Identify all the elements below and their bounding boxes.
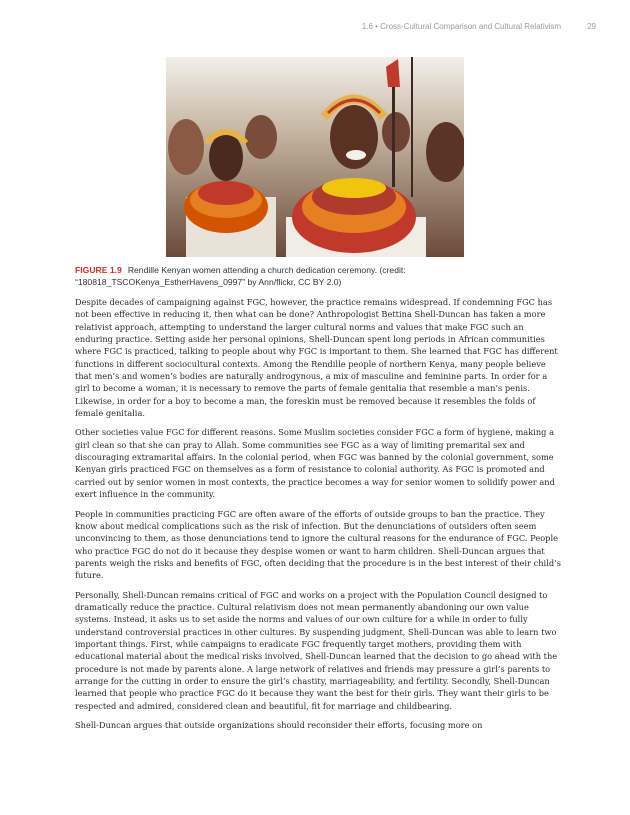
figure-label: FIGURE 1.9 bbox=[75, 265, 122, 275]
paragraph: Despite decades of campaigning against FGC, however, the practice remains widespread. If condemning FGC has not been effective in reducing it, then what can be done? Anthropologist Bettina Shell-Duncan has taken a more relativist approach, attempting to understand the larger cultural norms and values that make FGC such an enduring practice. Setting aside her personal opinions, Shell-Duncan spent long periods in African communities where FGC is practiced, talking to people about why FGC is important to them. She learned that FGC has different functions in different sociocultural contexts. Among the Rendille people of northern Kenya, many people believe that men’s and women’s bodies are naturally androgynous, a mix of masculine and feminine parts. In order for a girl to become a woman, it is necessary to remove the parts of female genitalia that resemble a man’s penis. Likewise, in order for a boy to become a man, the foreskin must be removed because it resembles the folds of female genitalia. bbox=[75, 297, 558, 419]
rendille-women-photo bbox=[166, 57, 464, 257]
figure-photo bbox=[166, 57, 464, 257]
page-number: 29 bbox=[587, 22, 596, 31]
paragraph: Shell-Duncan argues that outside organizations should reconsider their efforts, focusing more on bbox=[75, 720, 483, 730]
paragraph: People in communities practicing FGC are often aware of the efforts of outside groups to ban the practice. They know about medical complications such as the risk of infection. But the denunciations of outsiders often seem unconvincing to them, as those denunciations tend to ignore the cultural reasons for the endurance of FGC. People who practice FGC do not do it because they despise women or want to harm children. Shell-Duncan argues that parents weigh the risks and benefits of FGC, often deciding that the procedure is in the best interest of their child’s future. bbox=[75, 508, 561, 581]
running-head bbox=[362, 22, 596, 31]
paragraph: Other societies value FGC for different reasons. Some Muslim societies consider FGC a form of hygiene, making a girl clean so that she can pray to Allah. Some communities see FGC as a way of limiting premarital sex and discouraging extramarital affairs. In the colonial period, when FGC was banned by the colonial government, some Kenyan girls practiced FGC on themselves as a form of resistance to colonial authority. As FGC is promoted and carried out by senior women in most contexts, the practice becomes a way for senior women to solidify power and exert influence in the community. bbox=[75, 427, 555, 500]
paragraph: Personally, Shell-Duncan remains critical of FGC and works on a project with the Population Council designed to dramatically reduce the practice. Cultural relativism does not mean permanently abandoning our own value systems. Instead, it asks us to set aside the norms and values of our own culture for a while in order to fully understand controversial practices in other cultures. By suspending judgment, Shell-Duncan was able to learn two important things. First, while campaigns to eradicate FGC frequently target mothers, providing them with educational material about the medical risks involved, Shell-Duncan learned that the decision to go ahead with the procedure is not made by parents alone. A large network of relatives and friends may pressure a girl’s parents to arrange for the cutting in order to ensure the girl’s chastity, marriageability, and fertility. Secondly, Shell-Duncan learned that people who practice FGC do it because they want the best for their girls. They want their girls to be respected and admired, considered clean and beautiful, fit for marriage and childbearing. bbox=[75, 589, 558, 711]
body-text bbox=[75, 296, 563, 738]
figure-caption-text: Rendille Kenyan women attending a church dedication ceremony. (credit: “180818_TSCOKenya_EstherHavens_0997” by Ann/flickr, CC BY 2.0) bbox=[75, 265, 406, 287]
section-title: 1.6 • Cross-Cultural Comparison and Cultural Relativism bbox=[361, 22, 562, 31]
figure-caption bbox=[75, 264, 565, 288]
